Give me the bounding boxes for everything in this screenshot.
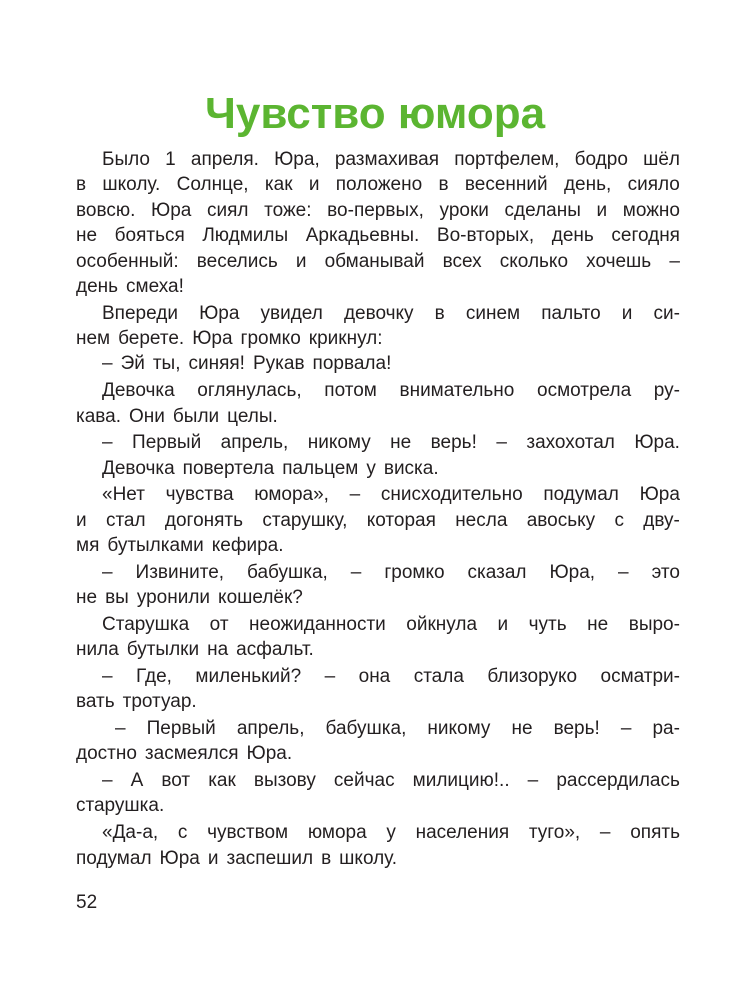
text-line: – Где, миленький? – она стала близоруко осматри- <box>102 665 680 687</box>
text-line: – Эй ты, синяя! Рукав порвала! <box>102 353 392 375</box>
text-line: в школу. Солнце, как и положено в весенний день, сияло <box>76 174 680 196</box>
text-line: не вы уронили кошелёк? <box>76 587 303 609</box>
text-line: не бояться Людмилы Аркадьевны. Во-вторых, день сегодня <box>76 225 680 247</box>
text-line: вовсю. Юра сиял тоже: во-первых, уроки сделаны и можно <box>76 199 680 221</box>
text-line: – Первый апрель, бабушка, никому не верь! – ра- <box>115 717 680 739</box>
page-number: 52 <box>76 892 98 913</box>
text-line: особенный: веселись и обманывай всех сколько хочешь – <box>76 250 680 272</box>
text-line: Было 1 апреля. Юра, размахивая портфелем, бодро шёл <box>102 149 680 170</box>
text-line: Старушка от неожиданности ойкнула и чуть не выро- <box>102 613 680 635</box>
text-line: вать тротуар. <box>76 691 197 713</box>
text-line: старушка. <box>76 795 165 817</box>
text-line: «Нет чувства юмора», – снисходительно подумал Юра <box>102 484 680 506</box>
text-line: достно засмеялся Юра. <box>76 743 293 765</box>
text-line: подумал Юра и заспешил в школу. <box>76 847 398 869</box>
text-line: нем берете. Юра громко крикнул: <box>76 328 383 350</box>
page-title: Чувство юмора <box>204 89 546 138</box>
text-line: – Первый апрель, никому не верь! – захохотал Юра. <box>102 432 680 454</box>
text-line: – Извините, бабушка, – громко сказал Юра, – это <box>102 561 680 583</box>
text-line: – А вот как вызову сейчас милицию!.. – рассердилась <box>102 770 680 792</box>
text-line: нила бутылки на асфальт. <box>76 639 314 661</box>
text-line: кава. Они были целы. <box>76 405 278 427</box>
text-line: «Да-а, с чувством юмора у населения туго», – опять <box>102 822 680 844</box>
text-line: мя бутылками кефира. <box>76 535 284 557</box>
text-line: Девочка оглянулась, потом внимательно осмотрела ру- <box>102 380 680 402</box>
text-line: день смеха! <box>76 275 184 297</box>
text-line: и стал догонять старушку, которая несла авоську с дву- <box>76 509 680 531</box>
story-text <box>76 147 680 871</box>
text-line: Девочка повертела пальцем у виска. <box>102 457 439 479</box>
text-line: Впереди Юра увидел девочку в синем пальто и си- <box>102 302 680 324</box>
